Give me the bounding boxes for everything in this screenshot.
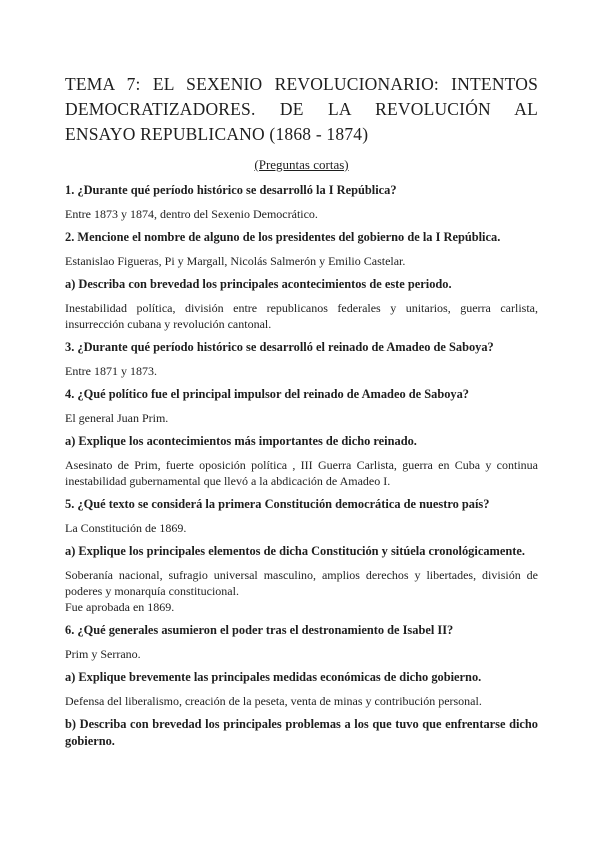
answer-text: Entre 1873 y 1874, dentro del Sexenio Democrático. xyxy=(65,207,318,221)
qa-block xyxy=(65,339,538,379)
answer-text-line-2: Fue aprobada en 1869. xyxy=(65,600,175,614)
qa-block xyxy=(65,496,538,536)
subtitle: (Preguntas cortas) xyxy=(254,157,349,172)
qa-block xyxy=(65,543,538,615)
question-text: a) Explique los acontecimientos más importantes de dicho reinado. xyxy=(65,434,417,448)
qa-block xyxy=(65,433,538,489)
question-text: 4. ¿Qué político fue el principal impulsor del reinado de Amadeo de Saboya? xyxy=(65,387,469,401)
qa-list xyxy=(65,182,538,750)
qa-block xyxy=(65,182,538,222)
answer-text: Entre 1871 y 1873. xyxy=(65,364,157,378)
answer-text: Prim y Serrano. xyxy=(65,647,141,661)
question-text: a) Explique los principales elementos de dicha Constitución y sitúela cronológicamente. xyxy=(65,544,525,558)
qa-block xyxy=(65,386,538,426)
page-title-line-2: DEMOCRATIZADORES. DE LA REVOLUCIÓN AL xyxy=(65,99,538,119)
question-text: a) Explique brevemente las principales medidas económicas de dicho gobierno. xyxy=(65,670,482,684)
page-title-line-1: TEMA 7: EL SEXENIO REVOLUCIONARIO: INTENTOS xyxy=(65,74,538,94)
qa-block xyxy=(65,229,538,269)
qa-block xyxy=(65,276,538,332)
answer-text: La Constitución de 1869. xyxy=(65,521,187,535)
qa-block xyxy=(65,669,538,709)
qa-block xyxy=(65,716,538,750)
page-title xyxy=(65,72,538,147)
question-text: 1. ¿Durante qué período histórico se desarrolló la I República? xyxy=(65,183,397,197)
answer-text: Soberanía nacional, sufragio universal masculino, amplios derechos y libertades, división de poderes y monarquía constitucional. xyxy=(65,568,538,598)
answer-text: Inestabilidad política, división entre republicanos federales y unitarios, guerra carlista, insurrección cubana y revolución cantonal. xyxy=(65,301,538,331)
question-text: b) Describa con brevedad los principales problemas a los que tuvo que enfrentarse dicho gobierno. xyxy=(65,717,538,748)
qa-block xyxy=(65,622,538,662)
page-title-line-3: ENSAYO REPUBLICANO (1868 - 1874) xyxy=(65,124,369,144)
question-text: 3. ¿Durante qué período histórico se desarrolló el reinado de Amadeo de Saboya? xyxy=(65,340,494,354)
question-text: 2. Mencione el nombre de alguno de los presidentes del gobierno de la I República. xyxy=(65,230,501,244)
answer-text: El general Juan Prim. xyxy=(65,411,169,425)
answer-text: Defensa del liberalismo, creación de la peseta, venta de minas y contribución personal. xyxy=(65,694,482,708)
question-text: 6. ¿Qué generales asumieron el poder tras el destronamiento de Isabel II? xyxy=(65,623,454,637)
question-text: 5. ¿Qué texto se considerá la primera Constitución democrática de nuestro país? xyxy=(65,497,490,511)
question-text: a) Describa con brevedad los principales acontecimientos de este periodo. xyxy=(65,277,452,291)
answer-text: Asesinato de Prim, fuerte oposición política , III Guerra Carlista, guerra en Cuba y continua inestabilidad gubernamental que llevó a la abdicación de Amadeo I. xyxy=(65,458,538,488)
answer-text: Estanislao Figueras, Pi y Margall, Nicolás Salmerón y Emilio Castelar. xyxy=(65,254,406,268)
